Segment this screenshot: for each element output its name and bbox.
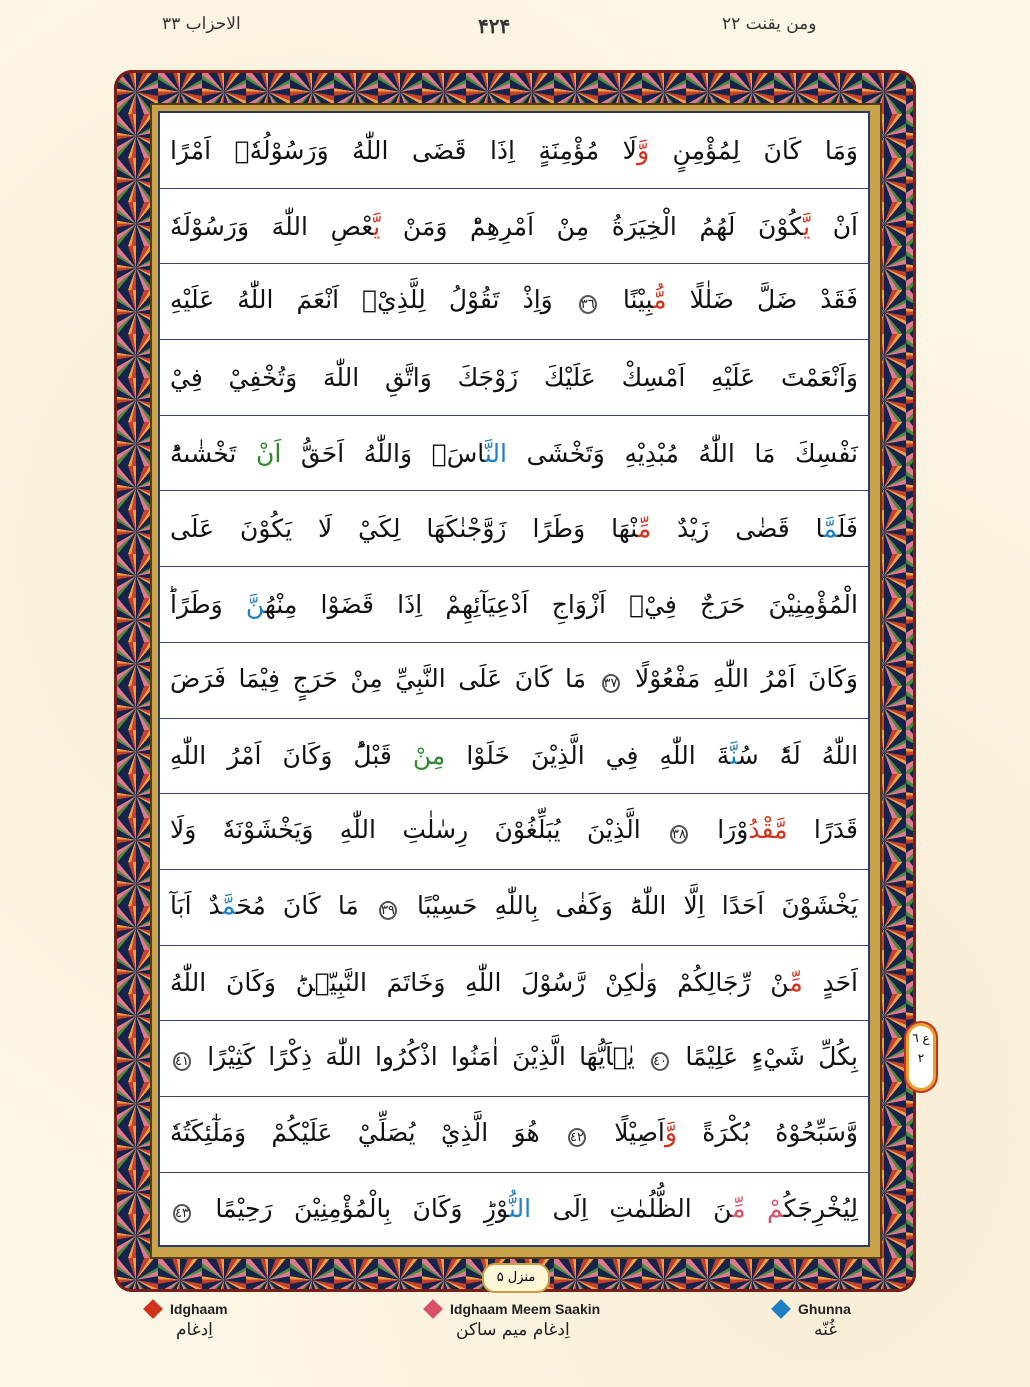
- verse-text: اَنْ: [810, 211, 858, 241]
- tajweed-red-segment: يَّ: [803, 211, 811, 241]
- verse-text: فَلَ: [837, 514, 858, 544]
- legend-label-ar: غُنّه: [814, 1320, 838, 1340]
- red-diamond-icon: [143, 1299, 163, 1319]
- verse-line: [160, 1021, 868, 1097]
- line-text: [170, 1042, 858, 1075]
- legend-label-en: Idghaam Meem Saakin: [450, 1300, 601, 1317]
- legend-label-en: Ghunna: [798, 1300, 851, 1317]
- verse-line: [160, 1173, 868, 1249]
- legend-ghunna: [774, 1300, 851, 1340]
- header-juz-name: ومن يقنت ۲۲: [722, 14, 817, 34]
- verse-text: تَخْشٰىهُؕ: [170, 438, 256, 468]
- ayah-number-marker: ٣٨: [671, 827, 686, 843]
- tajweed-red-segment: يَّ: [373, 211, 381, 241]
- manzil-marker: منزل ۵: [482, 1263, 550, 1293]
- verse-text: نَ الظُّلُمٰتِ اِلَى: [531, 1193, 733, 1223]
- line-text: [170, 363, 858, 392]
- verse-text: وَمَا كَانَ لِمُؤْمِنٍ: [649, 135, 858, 165]
- line-text: [170, 514, 858, 543]
- line-text: [170, 1194, 858, 1227]
- tajweed-blue-segment: نَّ: [730, 741, 738, 771]
- verse-line: [160, 113, 868, 189]
- verse-text: اللّٰهُ لَهٗؕ سُ: [737, 741, 859, 771]
- verse-line: [160, 719, 868, 795]
- tajweed-blue-segment: النُّ: [508, 1193, 532, 1223]
- tajweed-red-segment: وَّ: [636, 135, 650, 165]
- verse-text: وَاَنْعَمْتَ عَلَيْهِ اَمْسِكْ عَلَيْكَ زَوْجَكَ وَاتَّقِ اللّٰهَ وَتُخْفِيْ فِيْ: [170, 362, 858, 392]
- verse-line: [160, 264, 868, 340]
- tajweed-red-segment: مِّ: [789, 968, 803, 998]
- line-text: [170, 815, 858, 848]
- tajweed-blue-segment: النَّ: [484, 438, 507, 468]
- verse-text: اَصِيْلًا: [588, 1117, 665, 1147]
- verse-text: مَا كَانَ مُحَ: [236, 890, 376, 920]
- verse-text: قَبْلُؕ وَكَانَ اَمْرُ اللّٰهِ: [170, 741, 413, 771]
- verse-text: وَاِذْ تَقُوْلُ لِلَّذِيْۤ اَنْعَمَ اللّٰهُ عَلَيْهِ: [170, 285, 576, 315]
- verse-text: نْهَا وَطَرًا زَوَّجْنٰكَهَا لِكَيْ لَا يَكُوْنَ عَلَى: [170, 514, 638, 544]
- line-text: [170, 590, 858, 619]
- ayah-number-marker: ٤٢: [569, 1129, 584, 1145]
- verse-line: [160, 870, 868, 946]
- verse-text: الْمُؤْمِنِيْنَ حَرَجٌ فِيْۤ اَزْوَاجِ اَدْعِيَآئِهِمْ اِذَا قَضَوْا مِنْهُ: [264, 589, 858, 619]
- line-text: [170, 285, 858, 318]
- verse-text: وْرِؕ وَكَانَ بِالْمُؤْمِنِيْنَ رَحِيْمًا: [193, 1193, 509, 1223]
- tajweed-green-segment: مِنْ: [412, 741, 446, 771]
- verse-line: [160, 416, 868, 492]
- verse-text: نْ رِّجَالِكُمْ وَلٰكِنْ رَّسُوْلَ اللّٰهِ وَخَاتَمَ النَّبِيّٖنَؕ وَكَانَ اللّٰهُ: [170, 968, 790, 998]
- verse-line: [160, 794, 868, 870]
- line-text: [170, 136, 858, 165]
- verse-text: بِكُلِّ شَيْءٍ عَلِيْمًا: [672, 1042, 858, 1072]
- verse-text: هُوَ الَّذِيْ يُصَلِّيْ عَلَيْكُمْ وَمَلٰٓئِكَتُهٗ: [170, 1117, 565, 1147]
- verse-text: وْرَا: [690, 815, 749, 845]
- ayah-number-marker: ٤٠: [653, 1054, 668, 1070]
- verse-text: الَّذِيْنَ يُبَلِّغُوْنَ رِسٰلٰتِ اللّٰهِ وَيَخْشَوْنَهٗ وَلَا: [170, 815, 667, 845]
- verse-text: دٌ اَبَآ: [170, 890, 222, 920]
- pink-diamond-icon: [423, 1299, 443, 1319]
- verse-text: اسَۚ وَاللّٰهُ اَحَقُّ: [281, 438, 485, 468]
- verse-text: فَقَدْ ضَلَّ ضَلٰلًا: [666, 285, 858, 315]
- verse-text: مَا كَانَ عَلَى النَّبِيِّ مِنْ حَرَجٍ فِيْمَا فَرَضَ: [170, 663, 599, 693]
- legend-idghaam: [146, 1300, 228, 1340]
- line-text: [170, 741, 858, 770]
- page-number: ۴۲۴: [478, 14, 511, 38]
- verse-text: وَطَرًاؕ: [170, 589, 246, 619]
- verse-line: [160, 567, 868, 643]
- verse-text: اَحَدٍ: [802, 968, 858, 998]
- verse-text: بِيْنًا: [599, 285, 654, 315]
- tajweed-pink-segment: مْ مِّ: [732, 1193, 784, 1223]
- tajweed-blue-segment: نَّ: [245, 589, 265, 619]
- tajweed-green-segment: اَنْ: [255, 438, 282, 468]
- ayah-number-marker: ٣٧: [603, 675, 618, 691]
- line-text: [170, 439, 858, 468]
- verse-text: يَخْشَوْنَ اَحَدًا اِلَّا اللّٰهَؕ وَكَفٰى بِاللّٰهِ حَسِيْبًا: [399, 890, 858, 920]
- blue-diamond-icon: [771, 1299, 791, 1319]
- verse-text: وَكَانَ اَمْرُ اللّٰهِ مَفْعُوْلًا: [622, 663, 858, 693]
- verse-line: [160, 643, 868, 719]
- ayah-number-marker: ٤١: [175, 1054, 189, 1070]
- verse-text: نَفْسِكَ مَا اللّٰهُ مُبْدِيْهِ وَتَخْشَى: [506, 438, 858, 468]
- tajweed-blue-segment: مَّ: [221, 890, 237, 920]
- tajweed-red-segment: مُّ: [653, 285, 667, 315]
- verse-text: ا قَضٰى زَيْدٌ: [651, 514, 824, 544]
- tajweed-red-segment: وَّ: [664, 1117, 677, 1147]
- line-text: [170, 664, 858, 697]
- line-text: [170, 212, 858, 241]
- verse-text: لَا مُؤْمِنَةٍ اِذَا قَضَى اللّٰهُ وَرَسُوْلُهٗۤ اَمْرًا: [170, 135, 637, 165]
- tajweed-red-segment: مَّقْدُ: [748, 815, 788, 845]
- verse-text: ةَ اللّٰهِ فِي الَّذِيْنَ خَلَوْا: [445, 741, 731, 771]
- legend-label-ar: اِدغام: [176, 1320, 213, 1340]
- ruku-marker: ع ٦ ۲: [906, 1023, 936, 1091]
- line-text: [170, 968, 858, 997]
- tajweed-red-segment: مِّ: [637, 514, 652, 544]
- legend-label-ar: اِدغام میم ساکن: [456, 1320, 570, 1340]
- verse-text: عْصِ اللّٰهَ وَرَسُوْلَهٗ: [170, 211, 374, 241]
- ayah-number-marker: ٣٦: [580, 297, 595, 313]
- legend-label-en: Idghaam: [170, 1300, 228, 1317]
- verse-text: وَّسَبِّحُوْهُ بُكْرَةً: [676, 1117, 858, 1147]
- verse-text: لِيُخْرِجَكُ: [783, 1193, 859, 1223]
- quran-text-area: [158, 111, 870, 1247]
- verse-text: كُوْنَ لَهُمُ الْخِيَرَةُ مِنْ اَمْرِهِمْؕ وَمَنْ: [380, 211, 804, 241]
- verse-line: [160, 1097, 868, 1173]
- verse-line: [160, 189, 868, 265]
- verse-text: يٰۤاَيُّهَا الَّذِيْنَ اٰمَنُوا اذْكُرُوا اللّٰهَ ذِكْرًا كَثِيْرًا: [193, 1042, 649, 1072]
- line-text: [170, 1118, 858, 1151]
- tajweed-blue-segment: مَّ: [823, 514, 838, 544]
- verse-line: [160, 340, 868, 416]
- legend-idghaam-meem-saakin: [426, 1300, 600, 1340]
- ayah-number-marker: ٤٣: [175, 1205, 189, 1221]
- ayah-number-marker: ٣٩: [380, 902, 395, 918]
- verse-text: قَدَرًا: [787, 815, 858, 845]
- verse-line: [160, 491, 868, 567]
- line-text: [170, 891, 858, 924]
- verse-line: [160, 946, 868, 1022]
- header-surah-name: الاحزاب ۳۳: [162, 14, 241, 34]
